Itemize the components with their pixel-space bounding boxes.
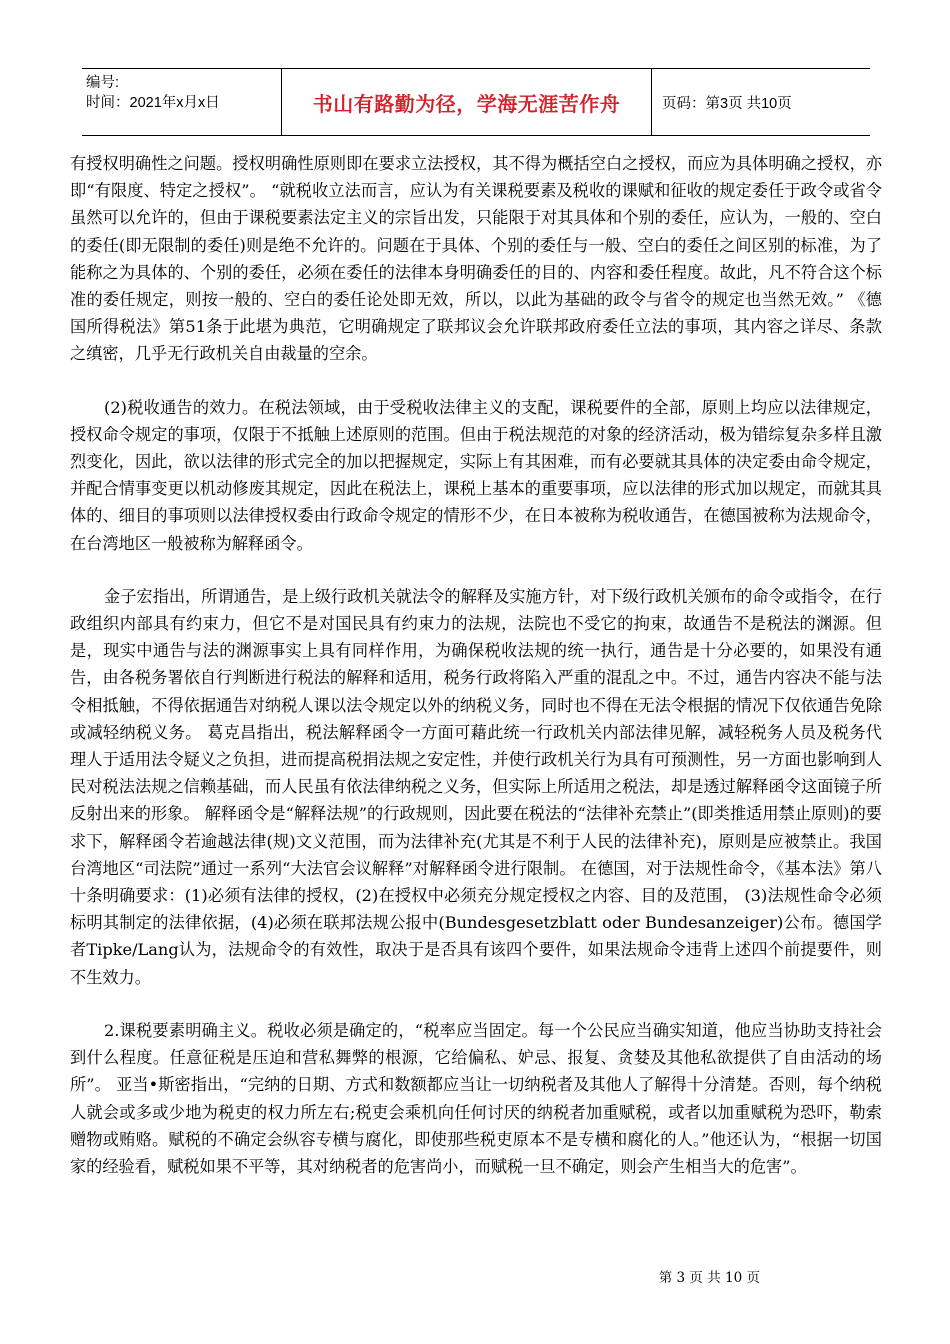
body-paragraph-4: 2.课税要素明确主义。税收必须是确定的，“税率应当固定。每一个公民应当确实知道，他应当协助支持社会到什么程度。任意征税是压迫和营私舞弊的根源，它给偏私、妒忌、报复、贪婪及其他私欲提供了自由活动的场所”。 亚当•斯密指出，“完纳的日期、方式和数额都应当让一切纳税者及其他人了解得十分清楚。否则，每个纳税人就会或多或少地为税吏的权力所左右;税吏会乘机向任何讨厌的纳税者加重赋税，或者以加重赋税为恐吓，勒索赠物或贿赂。赋税的不确定会纵容专横与腐化，即使那些税吏原本不是专横和腐化的人。”他还认为，“根据一切国家的经验看，赋税如果不平等，其对纳税者的危害尚小，而赋税一旦不确定，则会产生相当大的危害”。 xyxy=(70,1020,882,1176)
footer-page-number: 第 3 页 共 10 页 xyxy=(658,1270,760,1286)
header-page-number: 页码：第3页 共10页 xyxy=(662,95,792,112)
body-paragraph-3: 金子宏指出，所谓通告，是上级行政机关就法令的解释及实施方针，对下级行政机关颁布的命令或指令，在行政组织内部具有约束力，但它不是对国民具有约束力的法规，法院也不受它的拘束，故通告不是税法的渊源。但是，现实中通告与法的渊源事实上具有同样作用，为确保税收法规的统一执行，通告是十分必要的，如果没有通告，由各税务署依自行判断进行税法的解释和适用，税务行政将陷入严重的混乱之中。不过，通告内容决不能与法令相抵触，不得依据通告对纳税人课以法令规定以外的纳税义务，同时也不得在无法令根据的情况下仅依通告免除或减轻纳税义务。 葛克昌指出，税法解释函令一方面可藉此统一行政机关内部法律见解，减轻税务人员及税务代理人于适用法令疑义之负担，进而提高税捐法规之安定性，并使行政机关行为具有可预测性，另一方面也影响到人民对税法法规之信赖基础，而人民虽有依法律纳税之义务，但实际上所适用之税法，却是透过解释函令这面镜子所反射出来的形象。 解释函令是“解释法规”的行政规则，因此要在税法的“法律补充禁止”(即类推适用禁止原则)的要求下，解释函令若逾越法律(规)文义范围，而为法律补充(尤其是不利于人民的法律补充)，原则是应被禁止。我国台湾地区“司法院”通过一系列“大法官会议解释”对解释函令进行限制。 在德国，对于法规性命令，《基本法》第八十条明确要求：(1)必须有法律的授权，(2)在授权中必须充分规定授权之内容、目的及范围， (3)法规性命令必须标明其制定的法律依据，(4)必须在联邦法规公报中(Bundesgesetzblatt oder Bundesanzeiger)公布。德国学者Tipke/Lang认为，法规命令的有效性，取决于是否具有该四个要件，如果法规命令违背上述四个前提要件，则不生效力。 xyxy=(70,586,882,987)
header-motto: 书山有路勤为径，学海无涯苦作舟 xyxy=(282,69,652,135)
document-date-label: 时间：2021年x月x日 xyxy=(86,95,220,111)
page-footer xyxy=(0,1266,950,1286)
body-paragraph-2: (2)税收通告的效力。在税法领域，由于受税收法律主义的支配，课税要件的全部，原则上均应以法律规定，授权命令规定的事项，仅限于不抵触上述原则的范围。但由于税法规范的对象的经济活动，极为错综复杂多样且激烈变化，因此，欲以法律的形式完全的加以把握规定，实际上有其困难，而有必要就其具体的决定委由命令规定，并配合情事变更以机动修废其规定，因此在税法上，课税上基本的重要事项，应以法律的形式加以规定，而就其具体的、细目的事项则以法律授权委由行政命令规定的情形不少，在日本被称为税收通告，在德国被称为法规命令，在台湾地区一般被称为解释函令。 xyxy=(70,397,882,553)
document-number-label: 编号: xyxy=(86,75,120,91)
page-header xyxy=(82,68,870,136)
header-info-cell xyxy=(82,69,282,135)
body-paragraph-1: 有授权明确性之问题。授权明确性原则即在要求立法授权，其不得为概括空白之授权，而应为具体明确之授权，亦即“有限度、特定之授权”。 “就税收立法而言，应认为有关课税要素及税收的课赋和征收的规定委任于政令或省令虽然可以允许的，但由于课税要素法定主义的宗旨出发，只能限于对其具体和个别的委任，应认为，一般的、空白的委任(即无限制的委任)则是绝不允许的。问题在于具体、个别的委任与一般、空白的委任之间区别的标准，为了能称之为具体的、个别的委任，必须在委任的法律本身明确委任的目的、内容和委任程度。故此，凡不符合这个标准的委任规定，则按一般的、空白的委任论处即无效，所以，以此为基础的政令与省令的规定也当然无效。” 《德国所得税法》第51条于此堪为典范，它明确规定了联邦议会允许联邦政府委任立法的事项，其内容之详尽、条款之缜密，几乎无行政机关自由裁量的空余。 xyxy=(70,154,882,364)
document-body xyxy=(70,150,882,1206)
